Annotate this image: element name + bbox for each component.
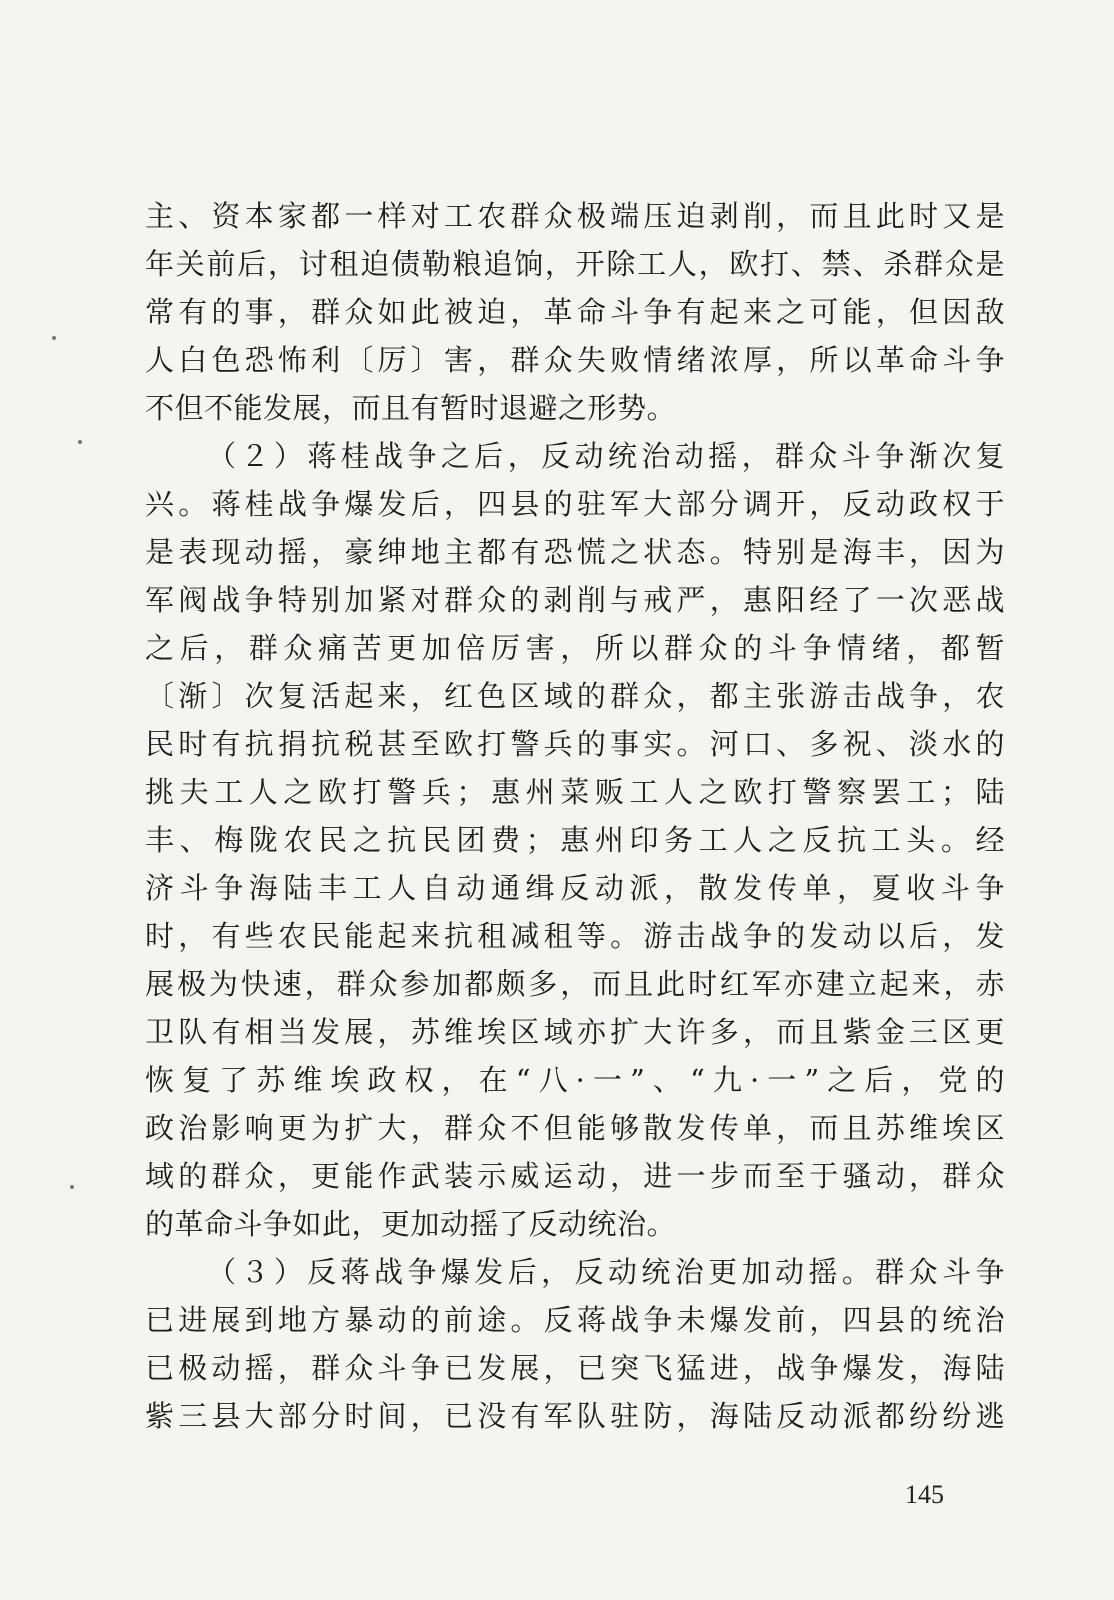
text-line: 政治影响更为扩大，群众不但能够散发传单，而且苏维埃区 <box>145 1111 1005 1145</box>
text-line: 已进展到地方暴动的前途。反蒋战争未爆发前，四县的统治 <box>145 1303 1005 1337</box>
text-line: 之后，群众痛苦更加倍厉害，所以群众的斗争情绪，都暂 <box>145 631 1005 665</box>
text-line: 的革命斗争如此，更加动摇了反动统治。 <box>145 1207 677 1241</box>
text-line: 已极动摇，群众斗争已发展，已突飞猛进，战争爆发，海陆 <box>145 1351 1005 1385</box>
text-line: 恢复了苏维埃政权，在“八·一”、“九·一”之后，党的 <box>145 1063 1005 1097</box>
text-line: 不但不能发展，而且有暂时退避之形势。 <box>145 391 677 425</box>
text-line: 民时有抗捐抗税甚至欧打警兵的事实。河口、多祝、淡水的 <box>145 727 1005 761</box>
text-line: 紫三县大部分时间，已没有军队驻防，海陆反动派都纷纷逃 <box>145 1399 1005 1433</box>
body-text <box>145 192 1005 1440</box>
text-line: 主、资本家都一样对工农群众极端压迫剥削，而且此时又是 <box>145 199 1005 233</box>
text-line: 年关前后，讨租迫债勒粮追饷，开除工人，欧打、禁、杀群众是 <box>145 247 1005 281</box>
page-number: 145 <box>905 1480 944 1509</box>
scan-speck <box>52 336 56 340</box>
text-line: 是表现动摇，豪绅地主都有恐慌之状态。特别是海丰，因为 <box>145 535 1005 569</box>
text-line: 丰、梅陇农民之抗民团费；惠州印务工人之反抗工头。经 <box>145 823 1005 857</box>
text-line: 军阀战争特别加紧对群众的剥削与戒严，惠阳经了一次恶战 <box>145 583 1005 617</box>
text-line: 卫队有相当发展，苏维埃区域亦扩大许多，而且紫金三区更 <box>145 1015 1005 1049</box>
scan-speck <box>78 440 82 444</box>
paragraph-start-line: （２）蒋桂战争之后，反动统治动摇，群众斗争渐次复 <box>207 439 1005 473</box>
paragraph-start-line: （３）反蒋战争爆发后，反动统治更加动摇。群众斗争 <box>207 1255 1005 1289</box>
scan-speck <box>70 1185 74 1189</box>
text-line: 兴。蒋桂战争爆发后，四县的驻军大部分调开，反动政权于 <box>145 487 1005 521</box>
text-line: 域的群众，更能作武装示威运动，进一步而至于骚动，群众 <box>145 1159 1005 1193</box>
text-line: 常有的事，群众如此被迫，革命斗争有起来之可能，但因敌 <box>145 295 1005 329</box>
text-line: 时，有些农民能起来抗租减租等。游击战争的发动以后，发 <box>145 919 1005 953</box>
text-line: 人白色恐怖利〔厉〕害，群众失败情绪浓厚，所以革命斗争 <box>145 343 1005 377</box>
text-line: 〔渐〕次复活起来，红色区域的群众，都主张游击战争，农 <box>145 679 1005 713</box>
text-line: 济斗争海陆丰工人自动通缉反动派，散发传单，夏收斗争 <box>145 871 1005 905</box>
text-line: 展极为快速，群众参加都颇多，而且此时红军亦建立起来，赤 <box>145 967 1005 1001</box>
text-line: 挑夫工人之欧打警兵；惠州菜贩工人之欧打警察罢工；陆 <box>145 775 1005 809</box>
